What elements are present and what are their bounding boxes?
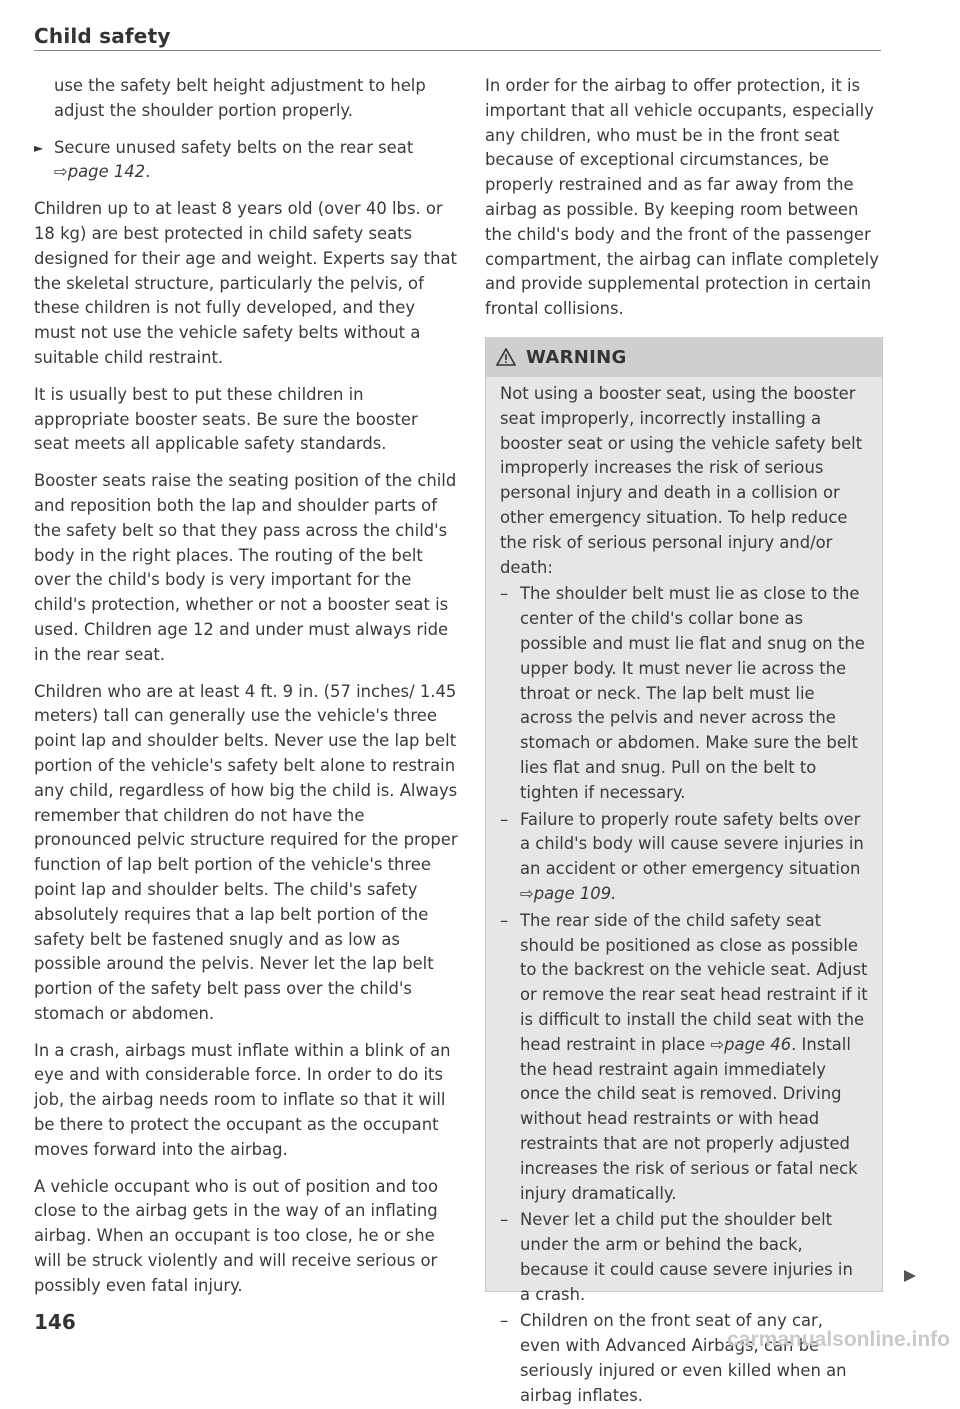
warning-list-item: – Children on the front seat of any car, even with Advanced Airbags, can be seriously injured or even killed when an airbag inflates.: [500, 1311, 847, 1405]
warning-list-item: – Failure to properly route safety belts over a child's body will cause severe injuries in an accident or other emergency situation ⇨page 109.: [500, 809, 864, 903]
page-ref-arrow-icon: ⇨: [520, 883, 534, 903]
warning-list-item: – Never let a child put the shoulder belt under the arm or behind the back, because it could cause severe injuries in a crash.: [500, 1210, 853, 1304]
right-column: [485, 74, 881, 334]
paragraph: A vehicle occupant who is out of position and too close to the airbag gets in the way of an inflating airbag. When an occupant is too close, he or she will be struck violently and will receive serious or possibly even fatal injury.: [34, 1176, 438, 1295]
page-number: 146: [34, 1310, 76, 1334]
paragraph: It is usually best to put these children in appropriate booster seats. Be sure the booster seat meets all applicable safety standards.: [34, 384, 418, 454]
warning-title: WARNING: [526, 346, 627, 368]
page-ref-link[interactable]: ⇨page 142: [54, 162, 146, 182]
warning-intro: Not using a booster seat, using the booster seat improperly, incorrectly installing a booster seat or using the vehicle safety belt improperly increases the risk of serious personal injury and death in a collision or other emergency situation. To help reduce the risk of serious personal injury and/or death:: [500, 384, 863, 577]
paragraph: In order for the airbag to offer protection, it is important that all vehicle occupants, especially any children, who must be in the front seat because of exceptional circumstances, be properly restrained and as far away from the airbag as possible. By keeping room between the child's body and the front of the passenger compartment, the airbag can inflate completely and provide supplemental protection in certain frontal collisions.: [485, 76, 879, 319]
header-divider: [34, 50, 881, 51]
warning-list-item: – The rear side of the child safety seat should be positioned as close as possible to the backrest on the vehicle seat. Adjust or remove the rear seat head restraint if it is difficult to install the child seat with the head restraint in place ⇨page 46. Install the head restraint again immediately once the child seat is removed. Driving without head restraints or with head restraints that are not properly adjusted increases the risk of serious or fatal neck injury dramatically.: [500, 910, 868, 1203]
paragraph: Children who are at least 4 ft. 9 in. (57 inches/ 1.45 meters) tall can generally use the vehicle's three point lap and shoulder belts. Never use the lap belt portion of the vehicle's safety belt alone to restrain any child, regardless of how big the child is. Always remember that children do not have the pronounced pelvic structure required for the proper function of lap belt portion of the vehicle's three point lap and shoulder belts. The child's safety absolutely requires that a lap belt portion of the safety belt be fastened snugly and as low as possible around the pelvis. Never let the lap belt portion of the safety belt pass over the child's stomach or abdomen.: [34, 681, 458, 1023]
page-header-title: Child safety: [34, 24, 171, 48]
page-ref-arrow-icon: ⇨: [54, 162, 68, 182]
warning-triangle-icon: [496, 348, 516, 366]
intro-text: use the safety belt height adjustment to help adjust the shoulder portion properly.: [54, 76, 426, 120]
bullet-triangle-icon: ►: [34, 140, 44, 155]
watermark: carmanualsonline.info: [727, 1328, 950, 1351]
paragraph: Booster seats raise the seating position of the child and reposition both the lap and shoulder parts of the safety belt so that they pass across the child's body in the right places. The routing of the belt over the child's body is very important for the child's protection, whether or not a booster seat is used. Children age 12 and under must always ride in the rear seat.: [34, 471, 457, 664]
left-column: [34, 74, 458, 1311]
paragraph: Children up to at least 8 years old (over 40 lbs. or 18 kg) are best protected in child safety seats designed for their age and weight. Experts say that the skeletal structure, particularly the pelvis, of these children is not fully developed, and they must not use the vehicle safety belts without a suitable child restraint.: [34, 199, 457, 367]
bullet-item: ► Secure unused safety belts on the rear seat ⇨page 142.: [34, 137, 414, 182]
page-ref-link[interactable]: ⇨page 109.: [520, 883, 617, 903]
page-ref-link[interactable]: ⇨page 46: [710, 1034, 792, 1054]
page-ref-arrow-icon: ⇨: [710, 1034, 725, 1054]
warning-header: [486, 337, 882, 377]
warning-body: [486, 377, 882, 1409]
bullet-text: Secure unused safety belts on the rear seat: [54, 137, 414, 157]
continue-arrow-icon: [902, 1269, 918, 1283]
paragraph: In a crash, airbags must inflate within a blink of an eye and with considerable force. In order to do its job, the airbag needs room to inflate so that it will be there to protect the occupant as the occupant moves forward into the airbag.: [34, 1040, 451, 1159]
warning-list-item: – The shoulder belt must lie as close to the center of the child's collar bone as possible and must lie flat and snug on the upper body. It must never lie across the throat or neck. The lap belt must lie across the pelvis and never across the stomach or abdomen. Make sure the belt lies flat and snug. Pull on the belt to tighten if necessary.: [500, 584, 865, 802]
